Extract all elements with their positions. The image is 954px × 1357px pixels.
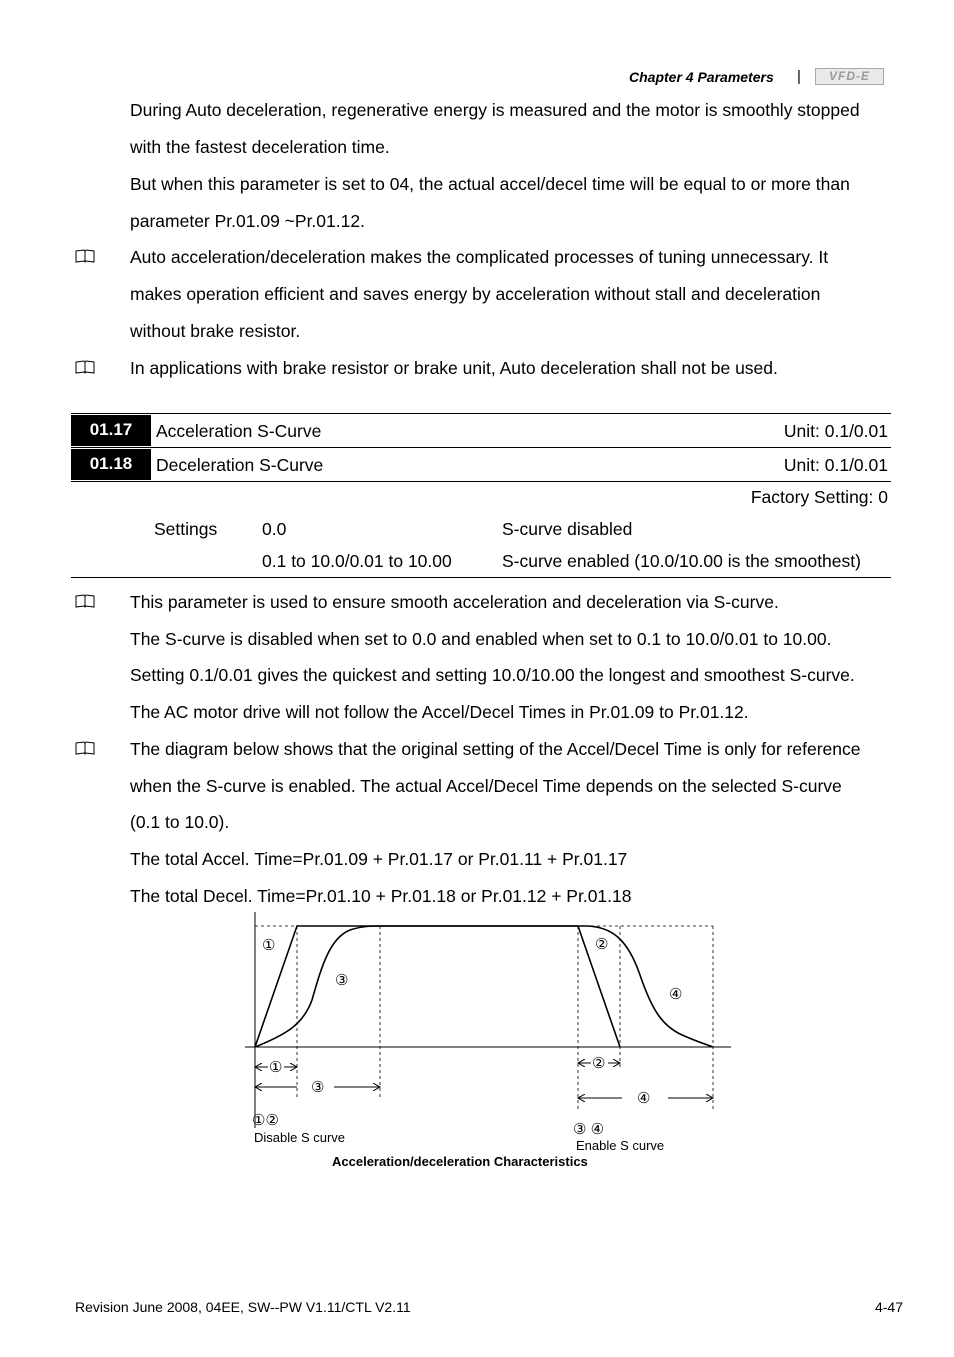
note-line: Auto acceleration/deceleration makes the complicated processes of tuning unnecessary. It (130, 247, 829, 267)
note-line: when the S-curve is enabled. The actual Accel/Decel Time depends on the selected S-curve (130, 776, 842, 796)
header-separator: | (797, 68, 801, 85)
note-line: In applications with brake resistor or brake unit, Auto deceleration shall not be used. (130, 358, 778, 378)
intro-line: with the fastest deceleration time. (130, 137, 390, 157)
note-line: The AC motor drive will not follow the Accel/Decel Times in Pr.01.09 to Pr.01.12. (130, 702, 749, 722)
marker-2: ② (595, 936, 609, 953)
legend-disable-label: Disable S curve (254, 1130, 346, 1145)
note-line: This parameter is used to ensure smooth acceleration and deceleration via S-curve. (130, 592, 779, 612)
page-number: 4-47 (874, 1299, 903, 1315)
s-curve-profile (255, 926, 713, 1047)
note-line: The total Decel. Time=Pr.01.10 + Pr.01.18 or Pr.01.12 + Pr.01.18 (130, 886, 632, 906)
dim-marker-3: ③ (311, 1079, 325, 1096)
diagram-caption: Acceleration/deceleration Characteristics (332, 1154, 588, 1169)
setting-value: 0.1 to 10.0/0.01 to 10.00 (262, 551, 452, 571)
marker-3: ③ (335, 972, 349, 989)
marker-1: ① (262, 937, 276, 954)
legend-disable-marks: ①② (252, 1112, 279, 1129)
setting-desc: S-curve enabled (10.0/10.00 is the smoothest) (502, 551, 861, 571)
vfd-e-logo: VFD-E (815, 68, 884, 85)
intro-line: During Auto deceleration, regenerative energy is measured and the motor is smoothly stopped (130, 100, 860, 120)
intro-line: parameter Pr.01.09 ~Pr.01.12. (130, 211, 365, 231)
param-code: 01.17 (71, 415, 151, 446)
dim-marker-4: ④ (637, 1090, 651, 1107)
note-line: makes operation efficient and saves energy by acceleration without stall and deceleration (130, 284, 821, 304)
param-name: Acceleration S-Curve (156, 421, 322, 441)
factory-setting: Factory Setting: 0 (750, 487, 888, 507)
linear-profile (255, 926, 620, 1047)
setting-desc: S-curve disabled (502, 519, 633, 539)
param-unit: Unit: 0.1/0.01 (783, 421, 888, 441)
param-code: 01.18 (71, 449, 151, 480)
note-line: The S-curve is disabled when set to 0.0 and enabled when set to 0.1 to 10.0/0.01 to 10.00. (130, 629, 832, 649)
param-unit: Unit: 0.1/0.01 (783, 455, 888, 475)
param-name: Deceleration S-Curve (156, 455, 324, 475)
dim-marker-1: ① (269, 1059, 283, 1076)
dim-marker-2: ② (592, 1055, 606, 1072)
note-line: The total Accel. Time=Pr.01.09 + Pr.01.17 or Pr.01.11 + Pr.01.17 (130, 849, 628, 869)
marker-4: ④ (669, 986, 683, 1003)
intro-line: But when this parameter is set to 04, the actual accel/decel time will be equal to or more than (130, 174, 850, 194)
note-line: without brake resistor. (130, 321, 301, 341)
note-line: (0.1 to 10.0). (130, 812, 230, 832)
legend-enable-label: Enable S curve (576, 1138, 665, 1153)
settings-label: Settings (154, 519, 218, 539)
chapter-title: Chapter 4 Parameters (629, 69, 774, 85)
footer-revision: Revision June 2008, 04EE, SW--PW V1.11/CTL V2.11 (75, 1299, 411, 1315)
note-line: Setting 0.1/0.01 gives the quickest and setting 10.0/10.00 the longest and smoothest S-curve. (130, 665, 855, 685)
setting-value: 0.0 (262, 519, 287, 539)
legend-enable-marks: ③ ④ (573, 1121, 605, 1138)
note-line: The diagram below shows that the original setting of the Accel/Decel Time is only for reference (130, 739, 861, 759)
